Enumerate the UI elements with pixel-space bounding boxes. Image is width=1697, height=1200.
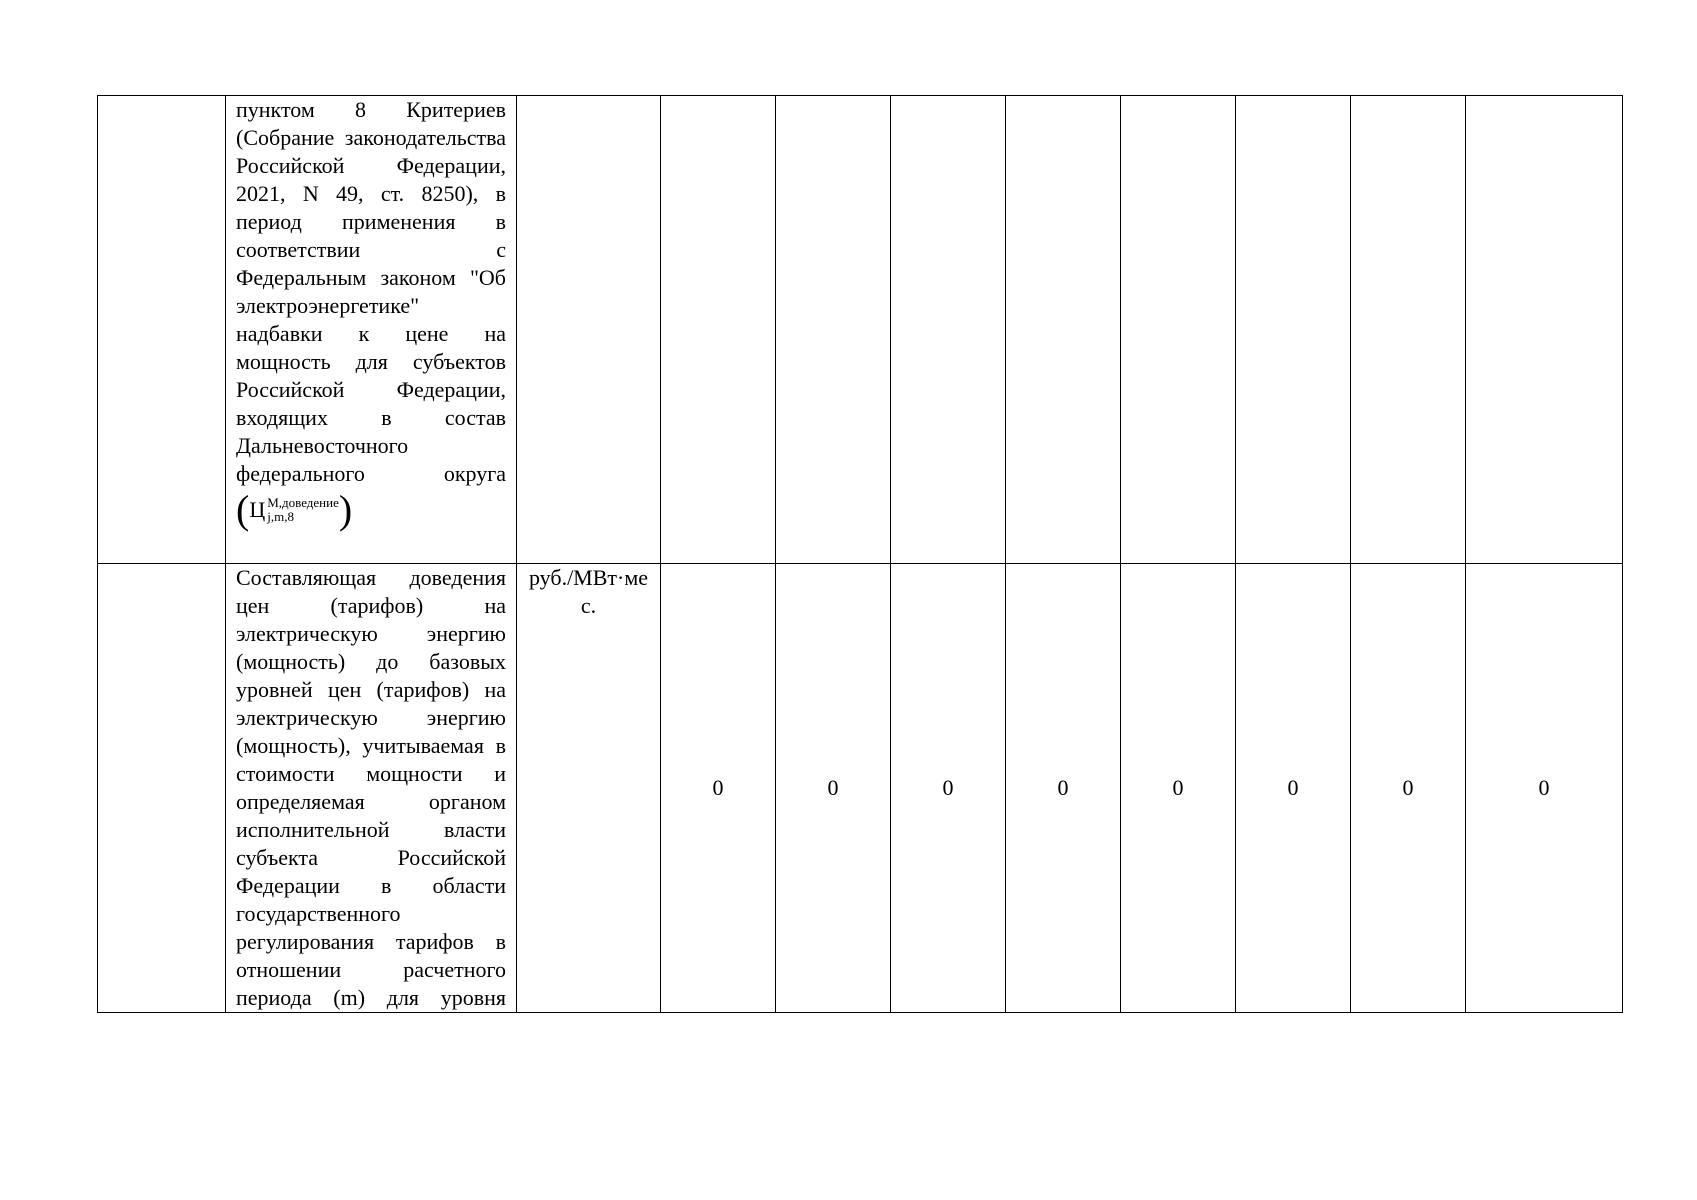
formula-symbol: Ц bbox=[249, 497, 266, 522]
value-text: 0 bbox=[1287, 775, 1299, 800]
value-cell bbox=[1466, 96, 1623, 564]
description-cell bbox=[226, 96, 517, 564]
value-cell bbox=[776, 96, 891, 564]
table-row bbox=[98, 96, 1623, 564]
value-text: 0 bbox=[1172, 775, 1184, 800]
formula-close-paren: ) bbox=[338, 487, 353, 532]
value-cell bbox=[661, 564, 776, 1013]
unit-cell bbox=[517, 96, 661, 564]
value-cell bbox=[1236, 96, 1351, 564]
formula-superscript: М,доведение bbox=[267, 495, 339, 510]
unit-cell bbox=[517, 564, 661, 1013]
formula-subscript: j,m,8 bbox=[267, 509, 294, 524]
value-cell bbox=[1236, 564, 1351, 1013]
formula-open-paren: ( bbox=[236, 487, 250, 532]
table-row bbox=[98, 564, 1623, 1013]
value-cell bbox=[1121, 96, 1236, 564]
value-text: 0 bbox=[942, 775, 954, 800]
value-cell bbox=[1121, 564, 1236, 1013]
value-cell bbox=[661, 96, 776, 564]
value-cell bbox=[1006, 96, 1121, 564]
unit-label: руб./МВт·мес. bbox=[528, 565, 649, 618]
description-cell bbox=[226, 564, 517, 1013]
value-cell bbox=[891, 96, 1006, 564]
value-cell bbox=[1466, 564, 1623, 1013]
document-table bbox=[97, 95, 1623, 1013]
row1-description: пунктом 8 Критериев (Собрание законодательства Российской Федерации, 2021, N 49, ст. 8250), в период применения в соответствии с Федеральным законом "Об электроэнергетике" надбавки к цене на мощность для субъектов Российской Федерации, входящих в состав Дальневосточного федерального округа bbox=[236, 97, 506, 486]
value-text: 0 bbox=[1538, 775, 1550, 800]
value-cell bbox=[776, 564, 891, 1013]
value-text: 0 bbox=[1402, 775, 1414, 800]
formula-indices bbox=[267, 496, 339, 524]
price-formula bbox=[236, 487, 353, 532]
row-number-cell bbox=[98, 564, 226, 1013]
value-text: 0 bbox=[827, 775, 839, 800]
value-text: 0 bbox=[1057, 775, 1069, 800]
row-number-cell bbox=[98, 96, 226, 564]
value-cell bbox=[1351, 96, 1466, 564]
value-text: 0 bbox=[712, 775, 724, 800]
row2-description: Составляющая доведения цен (тарифов) на электрическую энергию (мощность) до базовых уровней цен (тарифов) на электрическую энергию (мощность), учитываемая в стоимости мощности и определяемая органом исполнительной власти субъекта Российской Федерации в области государственного регулирования тарифов в отношении расчетного периода (m) для уровня bbox=[236, 565, 506, 1010]
value-cell bbox=[891, 564, 1006, 1013]
value-cell bbox=[1351, 564, 1466, 1013]
value-cell bbox=[1006, 564, 1121, 1013]
